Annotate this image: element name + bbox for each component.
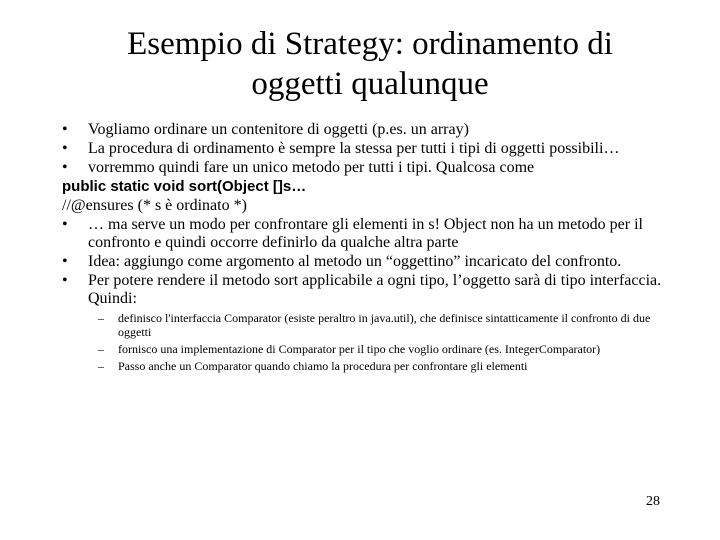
bullet-text: Idea: aggiungo come argomento al metodo un “oggettino” incaricato del confronto. [88,253,622,270]
code-line: public static void sort(Object []s… [62,178,307,195]
sub-item-text: definisco l'interfaccia Comparator (esiste peraltro in java.util), che definisce sintatticamente il confronto di due oggetti [118,311,651,339]
sub-item [62,342,662,356]
bullet-text: La procedura di ordinamento è sempre la stessa per tutti i tipi di oggetti possibili… [88,140,620,157]
bullet-text: … ma serve un modo per confrontare gli elementi in s! Object non ha un metodo per il confronto e quindi occorre definirlo da qualche altra parte [88,216,643,251]
sub-item-text: fornisco una implementazione di Comparator per il tipo che voglio ordinare (es. IntegerComparator) [118,342,601,356]
bullet-text: Vogliamo ordinare un contenitore di oggetti (p.es. un array) [88,121,469,138]
bullet-marker: • [62,216,68,233]
slide-title-line-2: oggetti qualunque [251,66,489,102]
bullet-marker: • [62,121,68,138]
sub-item-text: Passo anche un Comparator quando chiamo la procedura per confrontare gli elementi [118,359,528,373]
dash-marker: – [98,342,104,356]
bullet-marker: • [62,272,68,289]
sub-item [62,359,662,373]
sub-item [62,311,662,339]
bullet-marker: • [62,159,68,176]
slide-title [70,24,670,104]
bullet-item [62,159,662,177]
bullet-text: vorremmo quindi fare un unico metodo per tutti i tipi. Qualcosa come [88,159,535,176]
dash-marker: – [98,311,104,325]
bullet-item [62,140,662,158]
slide-title-line-1: Esempio di Strategy: ordinamento di [127,26,613,62]
bullet-item [62,216,662,252]
bullet-item [62,121,662,139]
bullet-marker: • [62,140,68,157]
bullet-marker: • [62,253,68,270]
page-number: 28 [646,494,660,509]
bullet-text: Per potere rendere il metodo sort applicabile a ogni tipo, l’oggetto sarà di tipo interfaccia. Quindi: [88,272,662,307]
ensures-line: //@ensures (* s è ordinato *) [62,197,247,214]
bullet-item [62,272,662,308]
sub-list [62,311,662,373]
bullet-item [62,253,662,271]
dash-marker: – [98,359,104,373]
slide-body [62,121,662,373]
